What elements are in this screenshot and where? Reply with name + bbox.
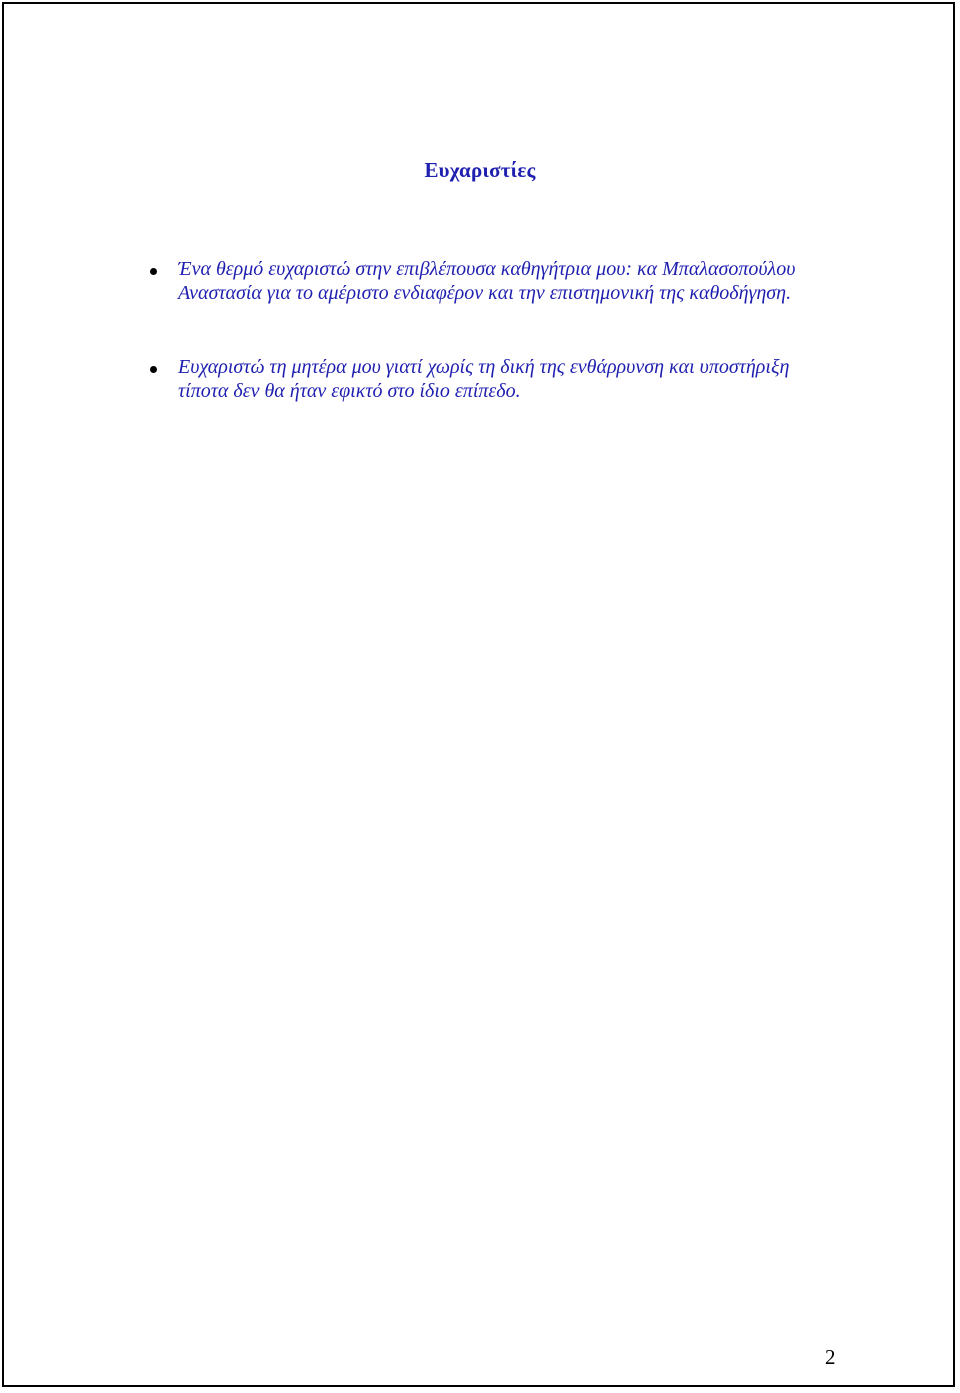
page-border: [2, 2, 955, 1387]
page-number: 2: [825, 1345, 836, 1369]
list-item-line: τίποτα δεν θα ήταν εφικτό στο ίδιο επίπεδο.: [178, 380, 521, 402]
list-item-line: Ευχαριστώ τη μητέρα μου γιατί χωρίς τη δική της ενθάρρυνση και υποστήριξη: [178, 356, 790, 378]
list-item: [178, 257, 868, 305]
page-title: Ευχαριστίες: [424, 158, 536, 182]
bullet-icon: [150, 268, 157, 275]
list-item-line: Αναστασία για το αμέριστο ενδιαφέρον και την επιστημονική της καθοδήγηση.: [178, 282, 792, 304]
bullet-icon: [150, 366, 157, 373]
list-item: [178, 355, 868, 403]
list-item-line: Ένα θερμό ευχαριστώ στην επιβλέπουσα καθηγήτρια μου: κα Μπαλασοπούλου: [178, 258, 796, 280]
